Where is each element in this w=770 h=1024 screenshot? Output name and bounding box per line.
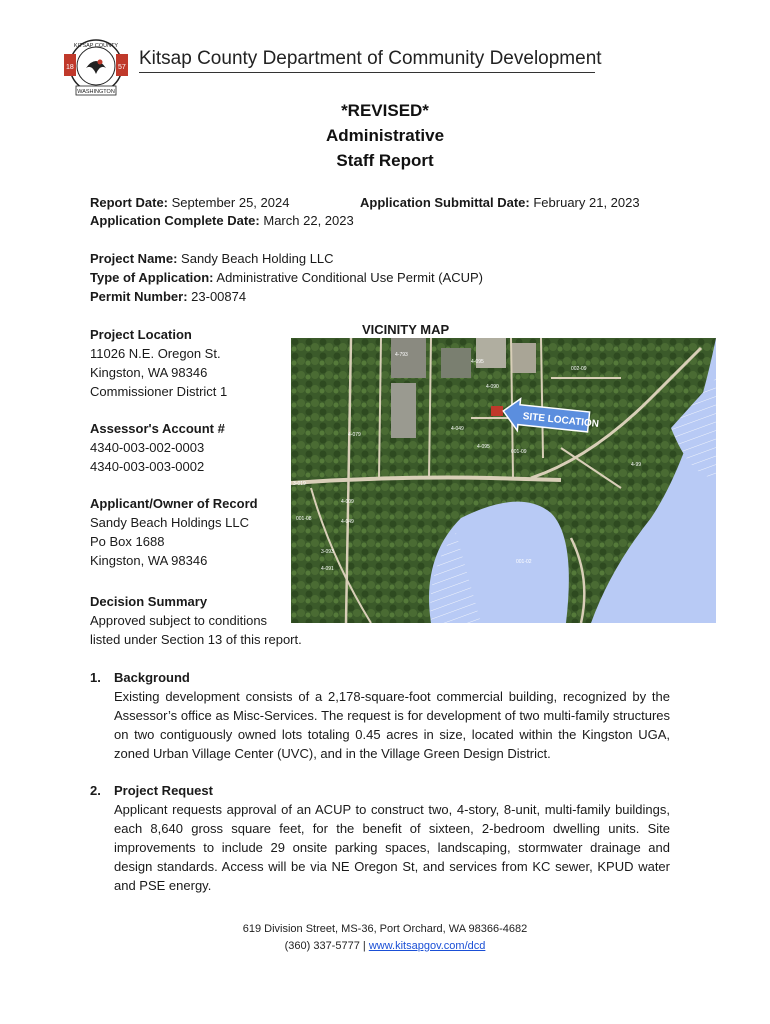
header-divider — [139, 72, 595, 73]
map-parcel-label: 4-99 — [631, 462, 642, 468]
map-parcel-label: 001-02 — [516, 559, 532, 565]
permit-number-value: 23-00874 — [191, 289, 247, 304]
map-parcel-label: 001-08 — [296, 516, 312, 522]
county-seal-logo — [60, 38, 132, 98]
project-location-label: Project Location — [90, 327, 192, 342]
decision-summary — [90, 592, 302, 649]
submittal-date-label: Application Submittal Date: — [360, 195, 530, 210]
commissioner-district: Commissioner District 1 — [90, 384, 228, 399]
application-type-value: Administrative Conditional Use Permit (ACUP) — [216, 270, 483, 285]
permit-number-row — [90, 288, 246, 306]
title-revised: *REVISED* — [341, 101, 429, 120]
map-parcel-label: 4-091 — [321, 566, 334, 572]
seal-text-top: KITSAP COUNTY — [73, 43, 119, 49]
assessor-account-group — [90, 419, 290, 476]
applicant-name: Sandy Beach Holdings LLC — [90, 515, 249, 530]
footer-separator: | — [362, 940, 366, 952]
submittal-date-value: February 21, 2023 — [533, 195, 640, 210]
map-parcel-label: 4-049 — [451, 426, 464, 432]
department-title: Kitsap County Department of Community Development — [139, 48, 602, 69]
map-parcel-label: 4-095 — [471, 359, 484, 365]
complete-date-value: March 22, 2023 — [263, 213, 354, 228]
map-parcel-label: 4-079 — [348, 432, 361, 438]
project-name-row — [90, 250, 334, 268]
application-type-row — [90, 269, 483, 287]
map-parcel-label: 4-793 — [395, 352, 408, 358]
application-type-label: Type of Application: — [90, 270, 214, 285]
section-project-request — [90, 781, 670, 895]
site-location-label: SITE LOCATION — [522, 411, 600, 431]
permit-number-label: Permit Number: — [90, 289, 188, 304]
footer-contact — [0, 938, 770, 955]
section-number: 2. — [90, 783, 101, 798]
section-body: Applicant requests approval of an ACUP to construct two, 4-story, 8-unit, multi-family buildings, each 8,640 gross square feet, for the benefit of sixteen, 2-bedroom dwelling units. Site improvements to include 29 onsite parking spaces, landscaping, stormwater drainage and design standards. Access will be via NE Oregon St, and services from KC sewer, KPUD water and PSE energy. — [114, 802, 670, 893]
report-date-row — [90, 194, 289, 212]
section-number: 1. — [90, 670, 101, 685]
footer-address: 619 Division Street, MS-36, Port Orchard, WA 98366-4682 — [242, 923, 528, 935]
assessor-account-1: 4340-003-002-0003 — [90, 440, 205, 455]
map-building — [391, 383, 416, 438]
decision-line2: listed under Section 13 of this report. — [90, 632, 302, 647]
complete-date-row — [90, 212, 354, 230]
applicant-label: Applicant/Owner of Record — [90, 496, 258, 511]
section-heading — [90, 781, 670, 800]
vicinity-map-caption: VICINITY MAP — [362, 322, 450, 337]
vicinity-map — [291, 338, 716, 623]
map-parcel-label: 001-09 — [511, 449, 527, 455]
section-heading — [90, 668, 670, 687]
footer-phone: (360) 337-5777 — [284, 940, 360, 952]
title-administrative: Administrative — [325, 126, 445, 145]
section-background — [90, 668, 670, 763]
map-building — [511, 343, 536, 373]
report-date-label: Report Date: — [90, 195, 169, 210]
assessor-account-label: Assessor's Account # — [90, 421, 225, 436]
section-body: Existing development consists of a 2,178-square-foot commercial building, recognized by the Assessor’s office as Misc-Services. The request is for development of two multi-family structures on two contiguously owned lots totaling 0.45 acres in size, located within the Kingston UGA, zoned Urban Village Center (UVC), and in the Village Green Design District. — [114, 689, 670, 761]
map-parcel-label: 3-093 — [321, 549, 334, 555]
submittal-date-row — [360, 194, 640, 212]
svg-text:18: 18 — [66, 64, 74, 71]
map-building — [391, 338, 426, 378]
map-parcel-label: 4-049 — [341, 519, 354, 525]
map-building — [441, 348, 471, 378]
map-site-parcel — [491, 406, 503, 416]
map-parcel-label: 4-090 — [486, 384, 499, 390]
decision-line1: Approved subject to conditions — [90, 613, 268, 628]
title-staff-report: Staff Report — [336, 151, 434, 170]
map-parcel-label: 4-095 — [477, 444, 490, 450]
project-details-column — [90, 325, 290, 588]
footer-website-link[interactable]: www.kitsapgov.com/dcd — [368, 940, 486, 952]
seal-text-bottom: WASHINGTON — [77, 89, 115, 95]
location-address-line1: 11026 N.E. Oregon St. — [90, 346, 221, 361]
section-title: Background — [114, 670, 190, 685]
applicant-po-box: Po Box 1688 — [90, 534, 165, 549]
page-footer — [0, 921, 770, 955]
complete-date-label: Application Complete Date: — [90, 213, 260, 228]
location-address-line2: Kingston, WA 98346 — [90, 365, 208, 380]
project-name-value: Sandy Beach Holding LLC — [181, 251, 334, 266]
map-parcel-label: 3-019 — [293, 481, 306, 487]
applicant-city: Kingston, WA 98346 — [90, 553, 208, 568]
project-location-group — [90, 325, 290, 401]
report-title — [0, 98, 770, 173]
map-parcel-label: 002-09 — [571, 366, 587, 372]
assessor-account-2: 4340-003-003-0002 — [90, 459, 205, 474]
project-name-label: Project Name: — [90, 251, 178, 266]
section-title: Project Request — [114, 783, 213, 798]
decision-summary-label: Decision Summary — [90, 594, 208, 609]
svg-text:57: 57 — [118, 64, 126, 71]
map-parcel-label: 4-009 — [341, 499, 354, 505]
applicant-group — [90, 494, 290, 570]
report-date-value: September 25, 2024 — [171, 195, 290, 210]
